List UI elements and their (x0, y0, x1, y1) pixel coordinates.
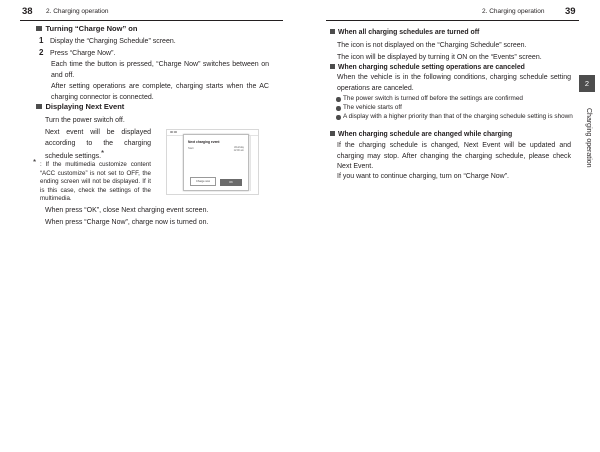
paragraph-continue-charging: If you want to continue charging, turn on “Charge Now”. (337, 173, 509, 180)
charge-now-button[interactable]: Charge now (190, 177, 216, 186)
paragraph-icon-displayed: The icon will be displayed by turning it ON on the “Events” screen. (337, 54, 542, 61)
left-header-rule (20, 20, 283, 21)
chapter-tab-title: Charging operation (585, 108, 592, 168)
paragraph-next-event: Next event will be displayed according to the charging schedule settings.* (45, 129, 151, 161)
left-page-number: 38 (22, 6, 33, 17)
heading-square-icon (330, 131, 335, 136)
heading-all-schedules-off: When all charging schedules are turned off (330, 29, 479, 36)
bullet-dot-icon (336, 115, 341, 120)
section-heading-displaying-next-event: Displaying Next Event (36, 102, 124, 111)
heading-square-icon (330, 64, 335, 69)
ok-button[interactable]: OK (220, 179, 242, 186)
next-charging-event-screen-illustration (166, 129, 259, 195)
heading-operations-canceled: When charging schedule setting operations are canceled (330, 64, 525, 71)
paragraph-power-switch: Turn the power switch off. (45, 117, 125, 124)
right-page-number: 39 (565, 6, 576, 17)
step-2: 2 Press “Charge Now”. (39, 48, 116, 57)
heading-square-icon (330, 29, 335, 34)
footnote: * : If the multimedia customize content “ACC customize” is not set to OFF, the ending screen will not be displayed. If it is this case, check the settings of the multimedia. (33, 158, 151, 202)
screen-status-bar: 00:00 (167, 130, 258, 136)
bullet-dot-icon (336, 97, 341, 102)
left-running-header: 2. Charging operation (46, 8, 109, 15)
heading-square-icon (36, 26, 42, 32)
bullet-item: A display with a higher priority than that of the charging schedule setting is shown (343, 113, 574, 122)
section-heading-turning-charge-now: Turning “Charge Now” on (36, 24, 137, 33)
paragraph-press-charge-now: When press “Charge Now”, charge now is turned on. (45, 219, 209, 226)
dialog-start-label: Start (188, 147, 194, 150)
chapter-tab-number: 2 (579, 75, 595, 92)
step-1: 1 Display the “Charging Schedule” screen. (39, 36, 176, 45)
paragraph-conditions: When the vehicle is in the following conditions, charging schedule setting operations are canceled. (337, 74, 571, 92)
paragraph-after-setting: After setting operations are complete, charging starts when the AC charging connector is connected. (51, 83, 269, 101)
heading-square-icon (36, 104, 42, 110)
paragraph-press-ok: When press “OK”, close Next charging event screen. (45, 207, 209, 214)
paragraph-switch: Each time the button is pressed, “Charge Now” switches between on and off. (51, 61, 269, 79)
right-running-header: 2. Charging operation (482, 8, 545, 15)
bullet-item: The vehicle starts off (343, 104, 573, 113)
right-header-rule (326, 20, 579, 21)
screen-side-panel (250, 136, 258, 191)
dialog-start-value: Wed/day 12:00 am (233, 146, 244, 153)
bullet-item: The power switch is turned off before the settings are confirmed (343, 95, 573, 104)
next-charging-event-dialog (183, 134, 249, 191)
dialog-title: Next charging event (188, 140, 220, 144)
bullet-dot-icon (336, 106, 341, 111)
paragraph-icon-not-displayed: The icon is not displayed on the “Charging Schedule” screen. (337, 42, 527, 49)
heading-changed-while-charging: When charging schedule are changed while charging (330, 131, 512, 138)
paragraph-schedule-changed: If the charging schedule is changed, Next Event will be updated and charging may stop. After changing the charging schedule, please check Next Event. (337, 142, 571, 171)
